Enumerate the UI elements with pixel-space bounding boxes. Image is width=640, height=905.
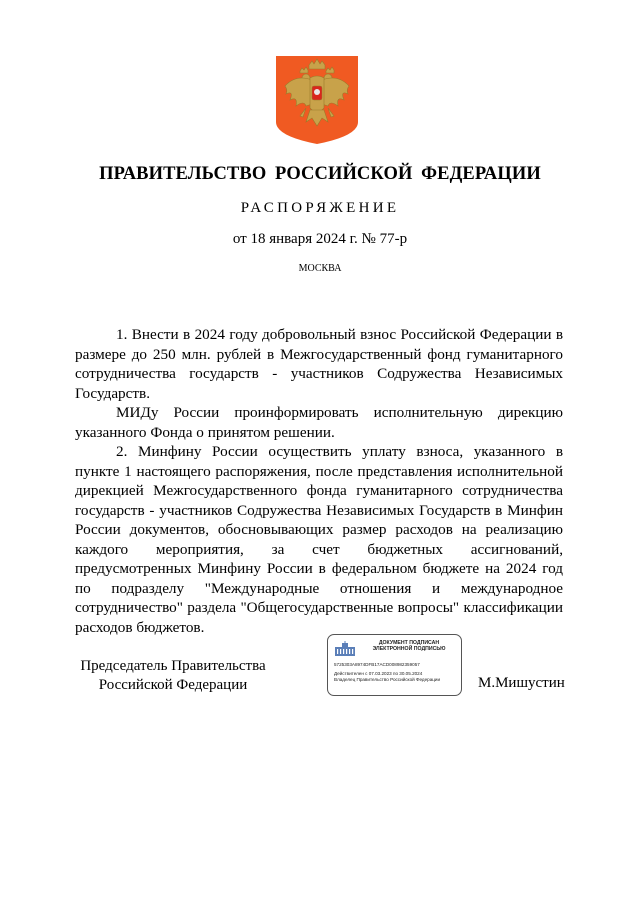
stamp-owner: Владелец Правительство Российской Федерации bbox=[334, 677, 441, 682]
signatory-position bbox=[78, 657, 268, 694]
document-date-number: от 18 января 2024 г. № 77-р bbox=[232, 231, 408, 247]
government-title: ПРАВИТЕЛЬСТВО РОССИЙСКОЙ ФЕДЕРАЦИИ bbox=[99, 164, 541, 184]
electronic-signature-stamp bbox=[327, 634, 462, 696]
paragraph-2: МИДу России проинформировать исполнительную дирекцию указанного Фонда о принятом решении. bbox=[75, 404, 563, 441]
stamp-title bbox=[360, 640, 458, 653]
government-building-icon bbox=[334, 641, 356, 657]
stamp-validity: Действителен с 07.03.2023 по 30.05.2024 bbox=[334, 671, 423, 676]
stamp-title-line2: ЭЛЕКТРОННОЙ ПОДПИСЬЮ bbox=[372, 646, 446, 653]
document-type: РАСПОРЯЖЕНИЕ bbox=[240, 200, 400, 216]
stamp-title-line1: ДОКУМЕНТ ПОДПИСАН bbox=[378, 640, 440, 646]
paragraph-3: 2. Минфину России осуществить уплату взноса, указанного в пункте 1 настоящего распоряжения, после представления исполнительной дирекцией Межгосударственного фонда гуманитарного сотрудничества государств - участников Содружества Независимых Государств в Минфин России документов, обосновывающих размер расходов на реализацию каждого мероприятия, за счет бюджетных ассигнований, предусмотренных Минфину России в федеральном бюджете на 2024 год по подразделу "Международные отношения и международное сотрудничество" раздела "Общегосударственные вопросы" классификации расходов бюджетов. bbox=[75, 443, 563, 636]
coat-of-arms-emblem bbox=[276, 56, 358, 144]
signatory-position-line2: Российской Федерации bbox=[98, 676, 248, 693]
paragraph-1: 1. Внести в 2024 году добровольный взнос Российской Федерации в размере до 250 млн. рублей в Межгосударственный фонд гуманитарного сотрудничества государств - участников Содружества Независимых Государств. bbox=[75, 326, 563, 402]
document-body bbox=[75, 325, 563, 637]
stamp-certificate: 5725303A8974DFB17ACD008982359057 bbox=[334, 662, 420, 667]
signatory-position-line1: Председатель Правительства bbox=[80, 658, 266, 674]
document-city: МОСКВА bbox=[298, 263, 342, 274]
signatory-name: М.Мишустин bbox=[478, 675, 565, 691]
